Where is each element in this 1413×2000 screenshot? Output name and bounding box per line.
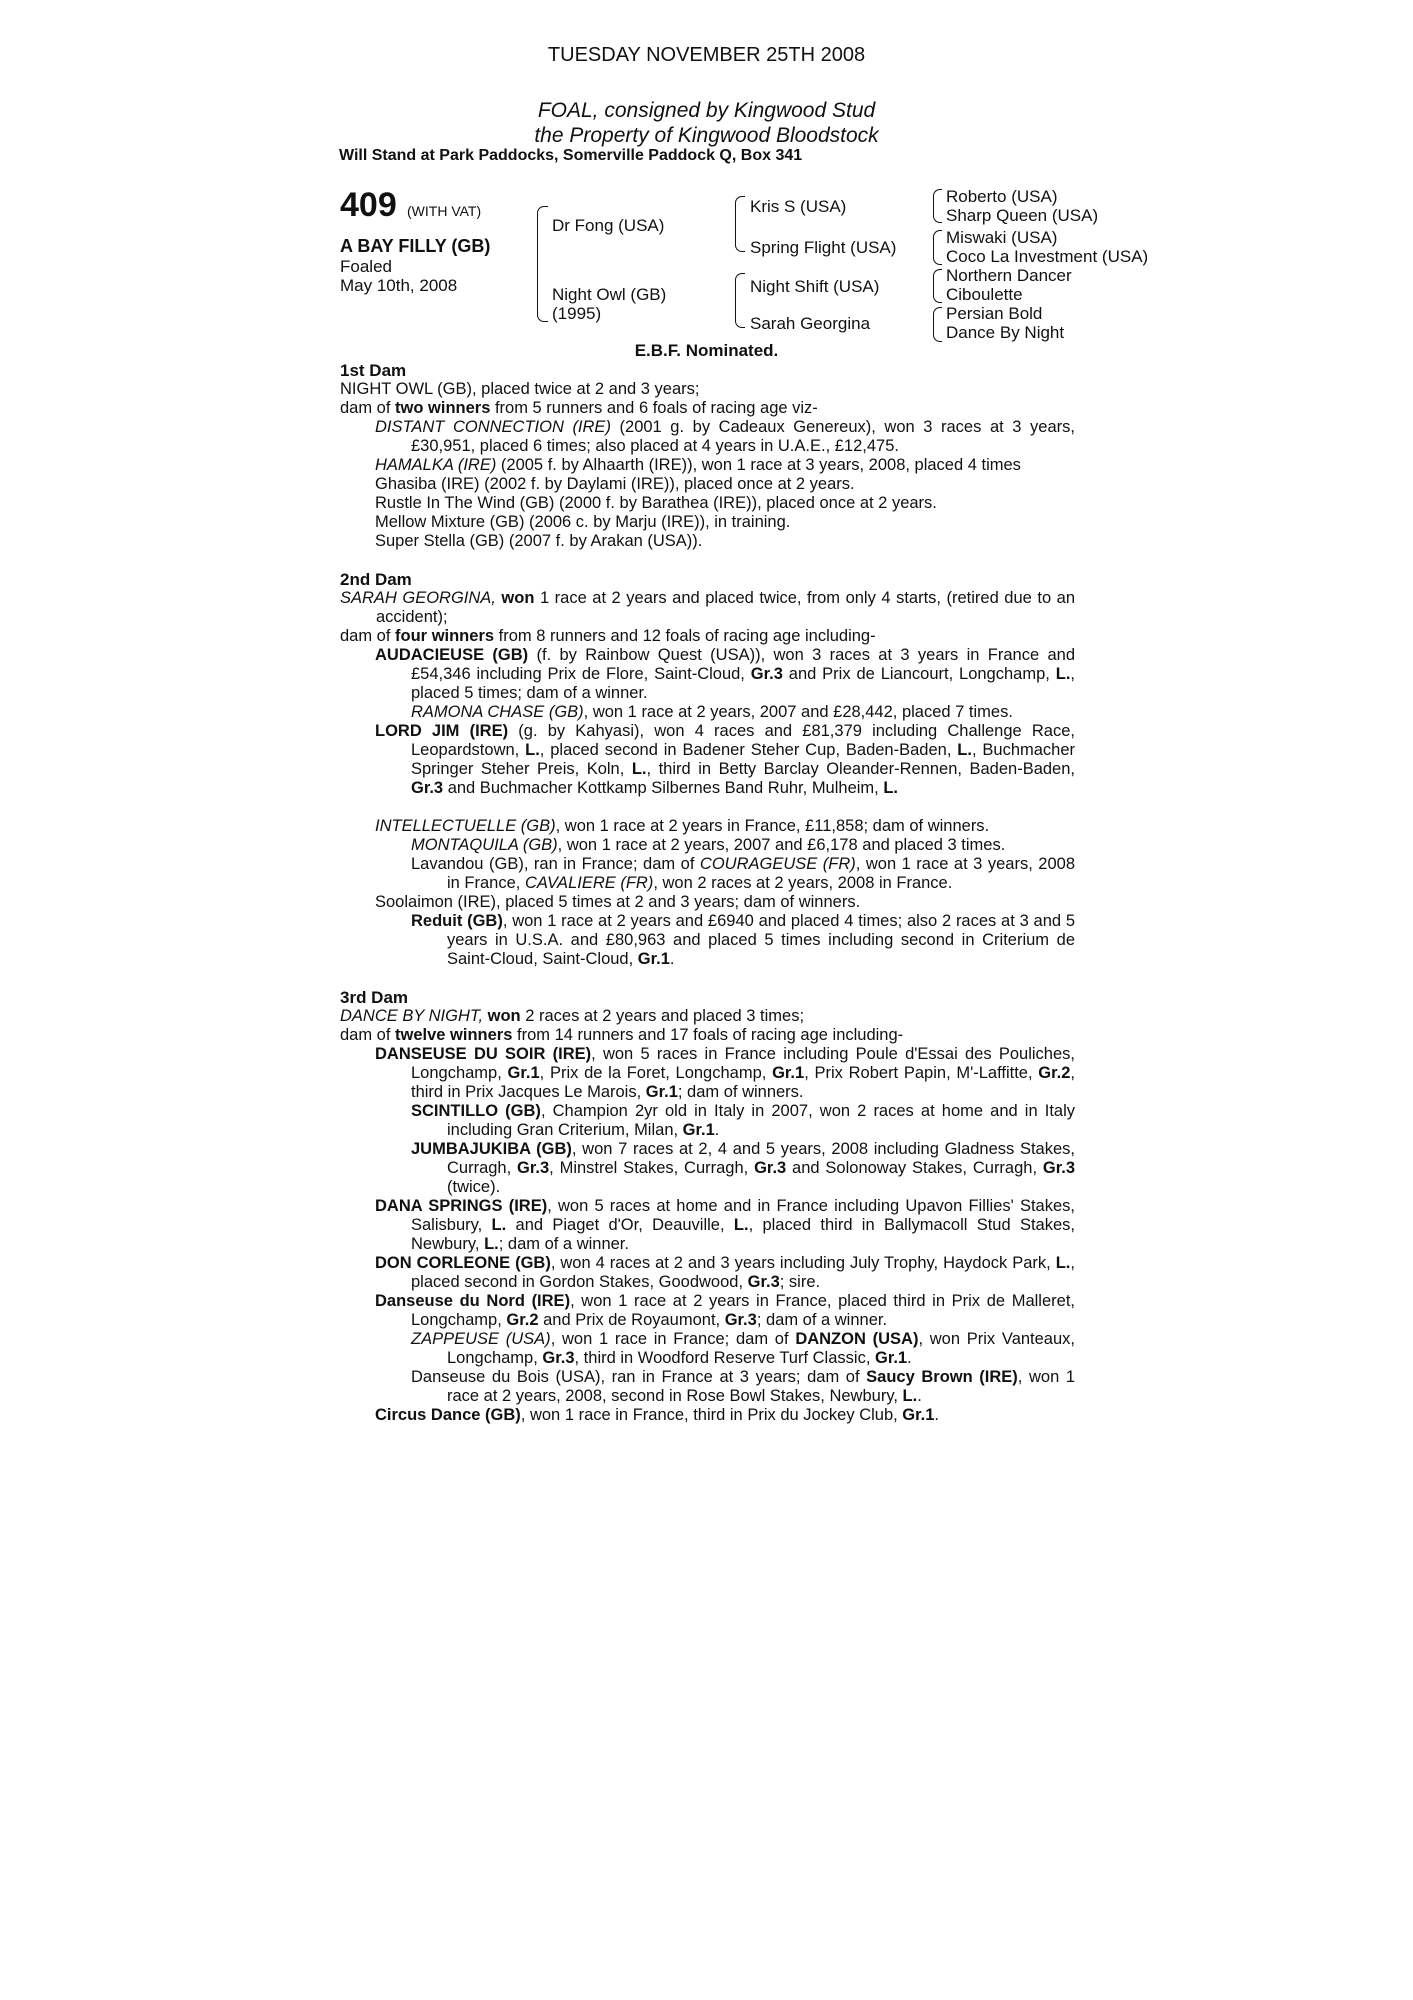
produce-entry: DISTANT CONNECTION (IRE) (2001 g. by Cadeaux Genereux), won 3 races at 3 years, £30,951, placed 6 times; also placed at 4 years in U.A.E., £12,475. [375,418,1075,455]
pedigree-sire-sire: Kris S (USA) [750,197,847,216]
foaled-label: Foaled [340,257,392,276]
second-dam-produce-line: dam of four winners from 8 runners and 12 foals of racing age including- [340,627,876,645]
ebf-nominated: E.B.F. Nominated. [634,341,779,360]
first-dam-produce-line: dam of two winners from 5 runners and 6 foals of racing age viz- [340,399,818,417]
third-dam-heading: 3rd Dam [340,988,409,1007]
produce-entry: ZAPPEUSE (USA), won 1 race in France; dam of DANZON (USA), won Prix Vanteaux, Longchamp, Gr.3, third in Woodford Reserve Turf Classic, Gr.1. [411,1330,1075,1367]
horse-description: A BAY FILLY (GB) [340,236,491,256]
second-dam-line: SARAH GEORGINA, won 1 race at 2 years and placed twice, from only 4 starts, (retired due to an accident); [340,589,1076,626]
produce-entry: Danseuse du Nord (IRE), won 1 race at 2 years in France, placed third in Prix de Malleret, Longchamp, Gr.2 and Prix de Royaumont, Gr.3; dam of a winner. [375,1292,1075,1329]
produce-entry: Mellow Mixture (GB) (2006 c. by Marju (IRE)), in training. [375,513,791,531]
produce-entry: Lavandou (GB), ran in France; dam of COURAGEUSE (FR), won 1 race at 3 years, 2008 in France, CAVALIERE (FR), won 2 races at 2 years, 2008 in France. [411,855,1075,892]
produce-entry: DANSEUSE DU SOIR (IRE), won 5 races in France including Poule d'Essai des Pouliches, Longchamp, Gr.1, Prix de la Foret, Longchamp, Gr.1, Prix Robert Papin, M'-Laffitte, Gr.2, third in Prix Jacques Le Marois, Gr.1; dam of winners. [375,1045,1075,1101]
pedigree-dss: Northern Dancer [946,266,1072,285]
ds-brace [933,269,942,303]
sire-dam-brace [537,206,548,322]
produce-entry: LORD JIM (IRE) (g. by Kahyasi), won 4 races and £81,379 including Challenge Race, Leopardstown, L., placed second in Badener Steher Cup, Baden-Baden, L., Buchmacher Springer Steher Preis, Koln, L., third in Betty Barclay Oleander-Rennen, Baden-Baden, Gr.3 and Buchmacher Kottkamp Silbernes Band Ruhr, Mulheim, L. [375,722,1076,797]
pedigree-dsd: Ciboulette [946,285,1023,304]
pedigree-sds: Miswaki (USA) [946,228,1058,247]
pedigree-sdd: Coco La Investment (USA) [946,247,1149,266]
property-line: the Property of Kingwood Bloodstock [534,124,879,147]
vat-label: (WITH VAT) [407,203,482,219]
pedigree-dam: Night Owl (GB) [552,285,667,304]
produce-entry: Super Stella (GB) (2007 f. by Arakan (USA)). [375,532,703,550]
sd-brace [933,230,942,265]
produce-entry: SCINTILLO (GB), Champion 2yr old in Italy in 2007, won 2 races at home and in Italy including Gran Criterium, Milan, Gr.1. [411,1102,1075,1139]
second-dam-heading: 2nd Dam [340,570,412,589]
pedigree-sss: Roberto (USA) [946,187,1058,206]
produce-entry: Rustle In The Wind (GB) (2000 f. by Barathea (IRE)), placed once at 2 years. [375,494,937,512]
produce-entry: DON CORLEONE (GB), won 4 races at 2 and 3 years including July Trophy, Haydock Park, L., placed second in Gordon Stakes, Goodwood, Gr.3; sire. [375,1254,1075,1291]
produce-entry: Danseuse du Bois (USA), ran in France at 3 years; dam of Saucy Brown (IRE), won 1 race at 2 years, 2008, second in Rose Bowl Stakes, Newbury, L.. [411,1368,1076,1405]
produce-entry: JUMBAJUKIBA (GB), won 7 races at 2, 4 and 5 years, 2008 including Gladness Stakes, Curragh, Gr.3, Minstrel Stakes, Curragh, Gr.3 and Solonoway Stakes, Curragh, Gr.3 (twice). [411,1140,1075,1196]
pedigree-sire-dam: Spring Flight (USA) [750,238,897,257]
pedigree-dds: Persian Bold [946,304,1043,323]
pedigree-dam-dam: Sarah Georgina [750,314,871,333]
consignor-line: FOAL, consigned by Kingwood Stud [537,99,876,122]
first-dam-line: NIGHT OWL (GB), placed twice at 2 and 3 years; [340,380,700,398]
pedigree-dam-year: (1995) [552,304,602,323]
dd-brace [933,307,942,342]
produce-entry: DANA SPRINGS (IRE), won 5 races at home and in France including Upavon Fillies' Stakes, Salisbury, L. and Piaget d'Or, Deauville, L., placed third in Ballymacoll Stud Stakes, Newbury, L.; dam of a winner. [375,1197,1075,1253]
first-dam-heading: 1st Dam [340,361,407,380]
pedigree-dam-sire: Night Shift (USA) [750,277,880,296]
produce-entry: Soolaimon (IRE), placed 5 times at 2 and 3 years; dam of winners. [375,893,861,911]
dam-brace [735,273,745,328]
foaled-date: May 10th, 2008 [340,276,458,295]
produce-entry: RAMONA CHASE (GB), won 1 race at 2 years, 2007 and £28,442, placed 7 times. [411,703,1013,721]
produce-entry: Ghasiba (IRE) (2002 f. by Daylami (IRE)), placed once at 2 years. [375,475,855,493]
pedigree-ddd: Dance By Night [946,323,1065,342]
third-dam-line: DANCE BY NIGHT, won 2 races at 2 years and placed 3 times; [340,1007,805,1025]
produce-entry: MONTAQUILA (GB), won 1 race at 2 years, 2007 and £6,178 and placed 3 times. [411,836,1006,854]
sire-brace [735,196,745,252]
pedigree-ssd: Sharp Queen (USA) [946,206,1099,225]
produce-entry: AUDACIEUSE (GB) (f. by Rainbow Quest (USA)), won 3 races at 3 years in France and £54,346 including Prix de Flore, Saint-Cloud, Gr.3 and Prix de Liancourt, Longchamp, L., placed 5 times; dam of a winner. [375,646,1075,702]
produce-entry: HAMALKA (IRE) (2005 f. by Alhaarth (IRE)), won 1 race at 3 years, 2008, placed 4 times [375,456,1021,474]
third-dam-produce-line: dam of twelve winners from 14 runners and 17 foals of racing age including- [340,1026,904,1044]
stand-line: Will Stand at Park Paddocks, Somerville Paddock Q, Box 341 [339,147,803,164]
pedigree-sire: Dr Fong (USA) [552,216,665,235]
sale-date: TUESDAY NOVEMBER 25TH 2008 [547,44,866,66]
produce-entry: Reduit (GB), won 1 race at 2 years and £6940 and placed 4 times; also 2 races at 3 and 5 years in U.S.A. and £80,963 and placed 5 times including second in Criterium de Saint-Cloud, Saint-Cloud, Gr.1. [411,912,1075,968]
produce-entry: Circus Dance (GB), won 1 race in France, third in Prix du Jockey Club, Gr.1. [375,1406,939,1424]
lot-number: 409 [340,186,397,224]
ss-brace [933,189,942,223]
produce-entry: INTELLECTUELLE (GB), won 1 race at 2 years in France, £11,858; dam of winners. [375,817,990,835]
